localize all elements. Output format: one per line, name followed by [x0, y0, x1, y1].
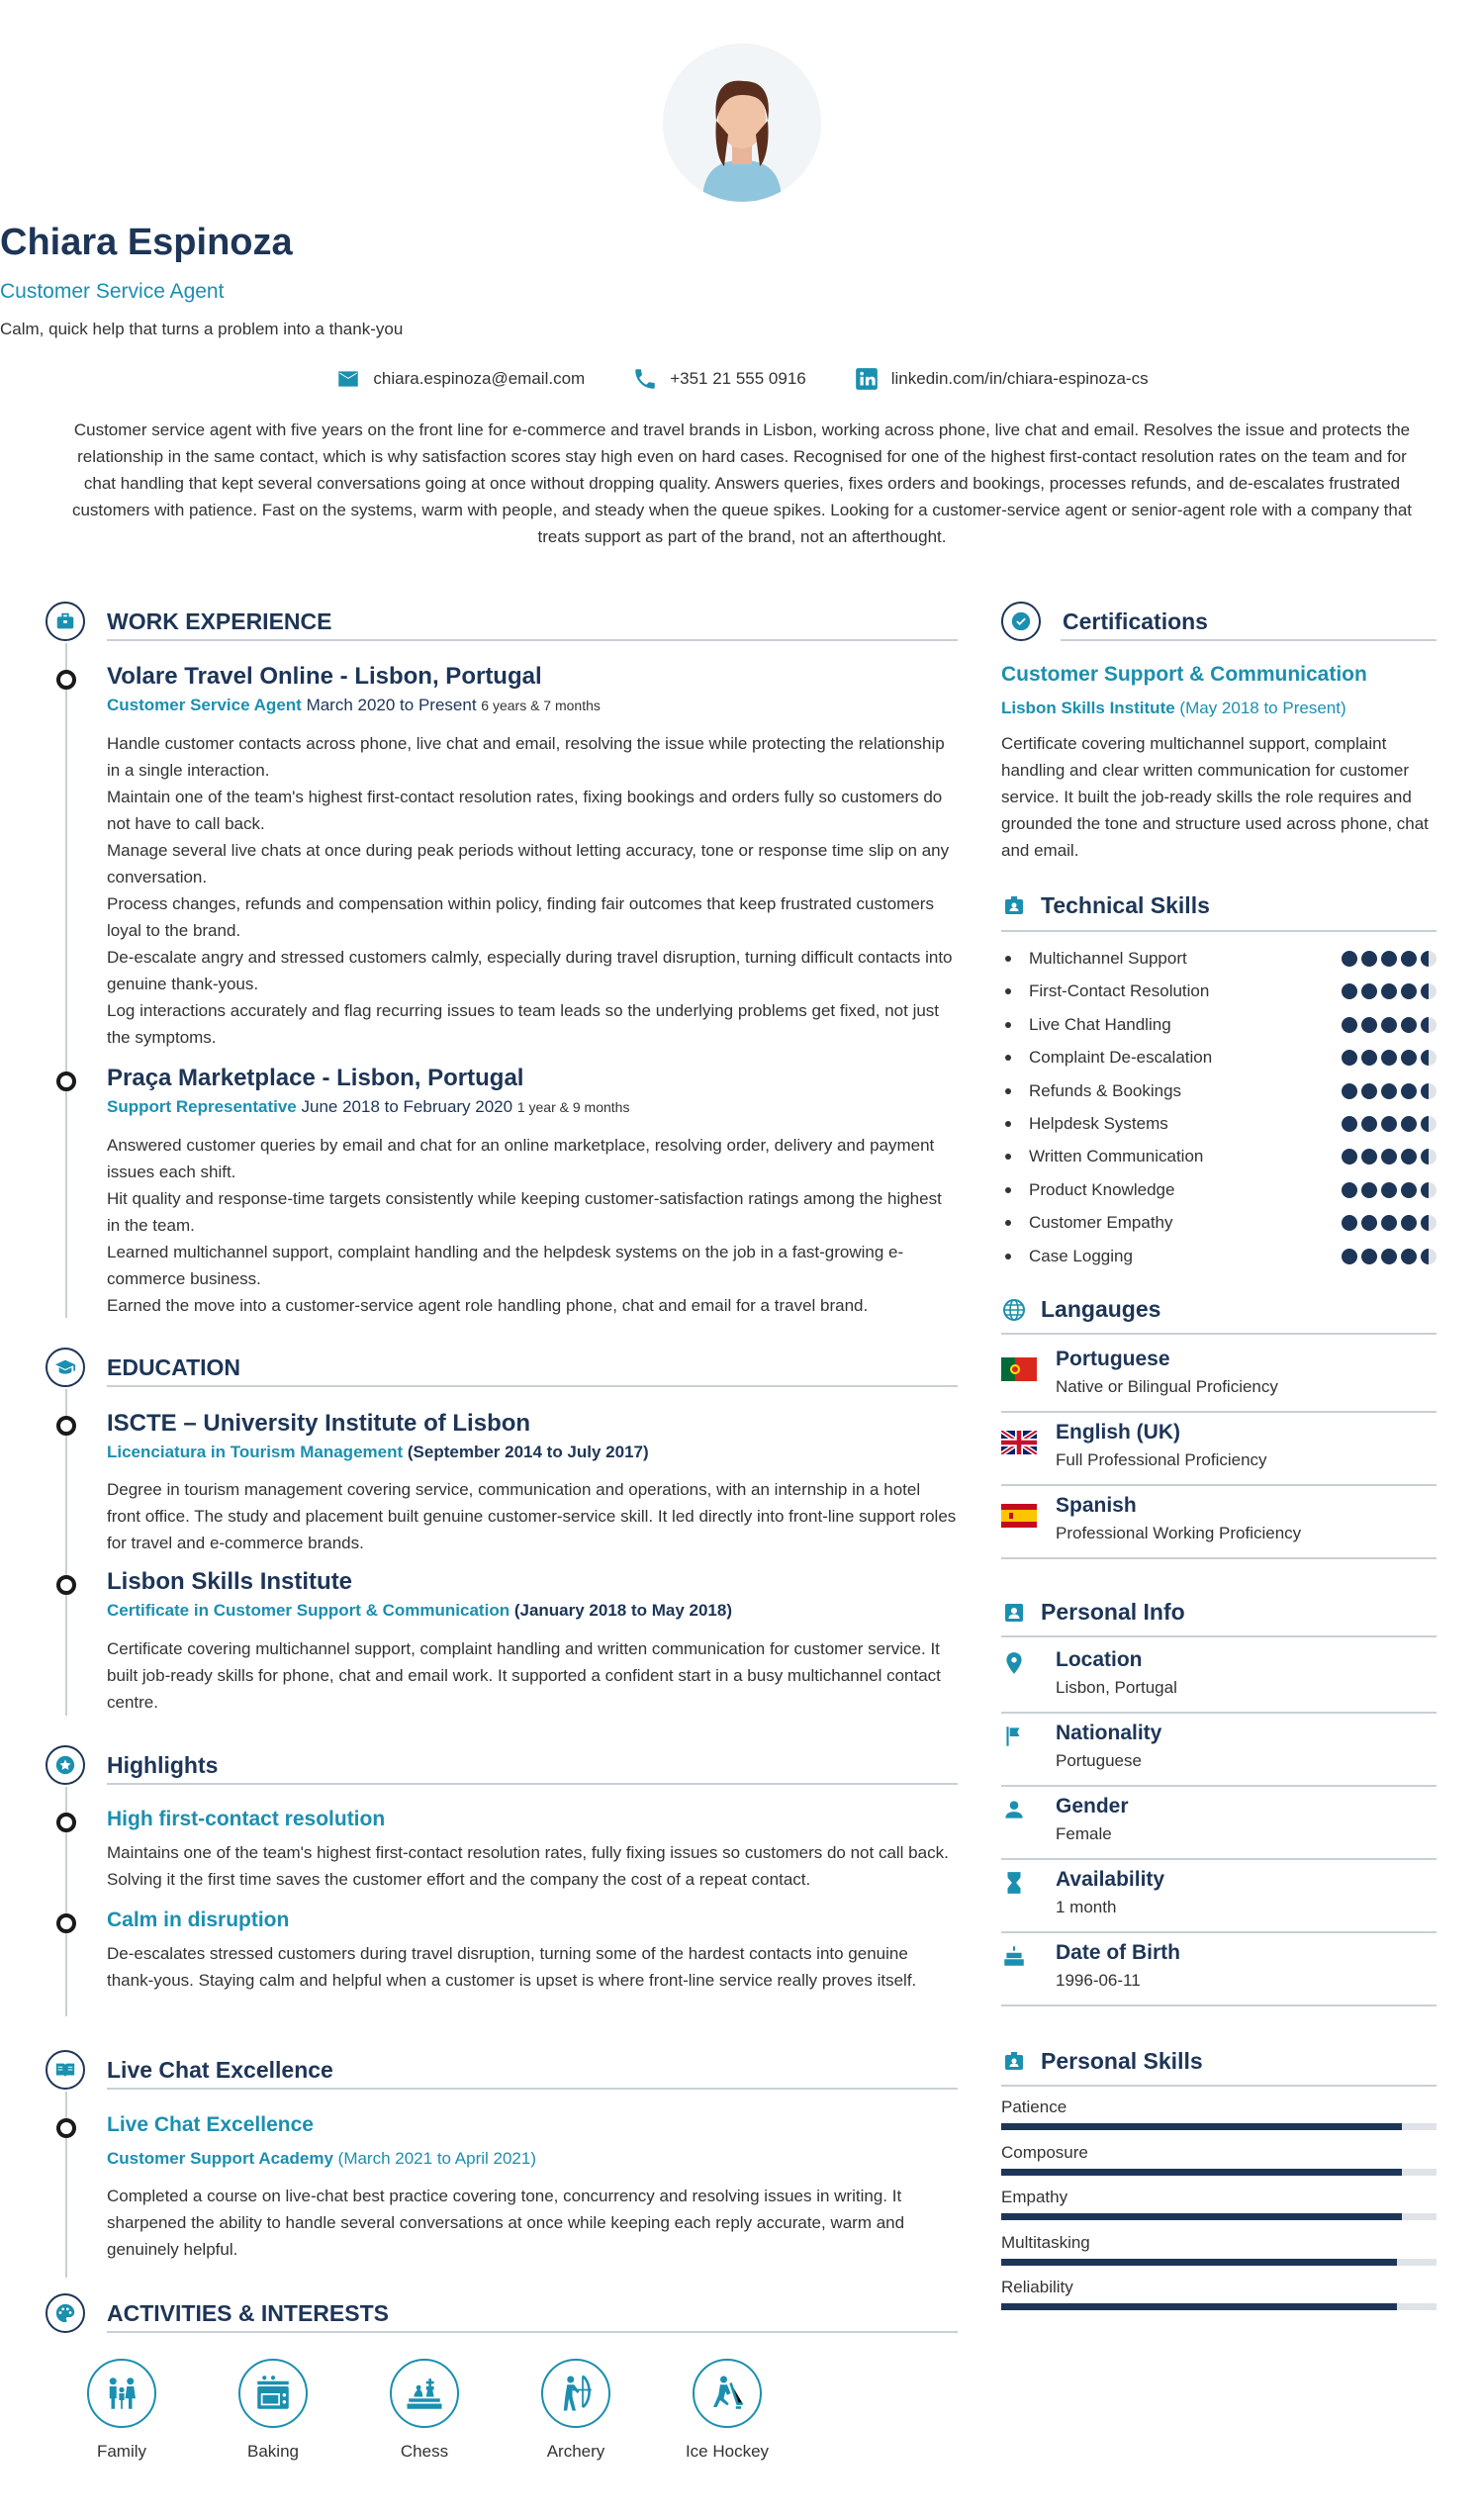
personal-skill-item [1001, 2188, 1437, 2220]
skill-name: Composure [1001, 2142, 1088, 2162]
certifications-header [1001, 602, 1208, 641]
certification-issuer: Lisbon Skills Institute [1001, 699, 1175, 717]
book-icon [46, 2050, 85, 2090]
course-title: Live Chat Excellence [107, 2113, 314, 2136]
graduation-cap-icon [46, 1348, 85, 1387]
bullet-point [1005, 956, 1011, 962]
section-divider [1001, 1333, 1437, 1335]
job-title: Customer Service Agent [0, 280, 225, 303]
section-divider [107, 639, 958, 641]
work-experience-header [46, 602, 331, 641]
skill-bar [1001, 2169, 1437, 2176]
rating-dot [1381, 1017, 1397, 1033]
rating-dot [1361, 1116, 1377, 1132]
skill-name: Multitasking [1001, 2232, 1090, 2252]
technical-skill-item [1001, 977, 1437, 1006]
rating-dot [1381, 1116, 1397, 1132]
section-divider [1001, 930, 1437, 932]
cake-icon [1001, 1943, 1027, 1969]
skill-name: Empathy [1001, 2188, 1068, 2206]
flag-icon [1001, 1724, 1027, 1749]
bullet-point [1005, 1088, 1011, 1094]
timeline-line [65, 1389, 67, 1716]
timeline-line [65, 643, 67, 1318]
bullet-point [1005, 988, 1011, 994]
job-position: Customer Service Agent [107, 696, 302, 714]
contact-bar [0, 366, 1484, 392]
candidate-name: Chiara Espinoza [0, 222, 293, 263]
rating-dot [1401, 1149, 1417, 1165]
section-title: Highlights [107, 1751, 219, 1778]
job-bullet: Answered customer queries by email and chat for an online marketplace, resolving order, delivery and payment issues each shift. [107, 1136, 935, 1181]
divider [1001, 1411, 1437, 1413]
skill-rating [1342, 1182, 1437, 1198]
section-title: Certifications [1063, 607, 1208, 634]
education-dates: (January 2018 to May 2018) [513, 1601, 732, 1620]
language-name: Spanish [1056, 1494, 1137, 1517]
job-bullet: Manage several live chats at once during peak periods without letting accuracy, tone or response time slip on any conversation. [107, 841, 950, 886]
rating-dot [1381, 951, 1397, 967]
interest-chess [370, 2359, 479, 2462]
rating-dot [1421, 1050, 1437, 1066]
timeline-dot [56, 1575, 76, 1595]
section-title: Live Chat Excellence [107, 2056, 333, 2083]
skill-name: Live Chat Handling [1029, 1014, 1171, 1034]
rating-dot [1361, 1249, 1377, 1264]
school-name: ISCTE – University Institute of Lisbon [107, 1410, 531, 1437]
job-bullet: Hit quality and response-time targets consistently while keeping customer-satisfaction ratings among the highest in the team. [107, 1189, 942, 1235]
info-key: Nationality [1056, 1722, 1162, 1744]
job-meta [107, 1097, 629, 1117]
rating-dot [1401, 983, 1417, 999]
rating-dot [1342, 983, 1357, 999]
section-divider [107, 2331, 958, 2333]
email-text: chiara.espinoza@email.com [373, 369, 586, 388]
skill-bar-fill [1001, 2303, 1397, 2310]
technical-skill-item [1001, 1142, 1437, 1171]
language-name: English (UK) [1056, 1421, 1180, 1444]
section-divider [1001, 2085, 1437, 2087]
info-key: Location [1056, 1648, 1143, 1671]
section-title: EDUCATION [107, 1353, 241, 1380]
rating-dot [1401, 1215, 1417, 1231]
job-dates: June 2018 to February 2020 [301, 1097, 513, 1116]
interest-archery [521, 2359, 630, 2462]
baking-icon [238, 2359, 308, 2428]
rating-dot [1342, 1083, 1357, 1099]
certificate-badge-icon [1001, 602, 1041, 641]
personal-skill-item [1001, 2233, 1437, 2266]
rating-dot [1342, 1050, 1357, 1066]
rating-dot [1361, 1050, 1377, 1066]
rating-dot [1342, 1017, 1357, 1033]
rating-dot [1401, 951, 1417, 967]
highlight-text: Maintains one of the team's highest first-contact resolution rates, fully fixing issues so customers do not call back. Solving it the first time saves the customer effort and the company the cost of a repeat contact. [107, 1843, 949, 1889]
ice-hockey-icon [693, 2359, 762, 2428]
job-bullet: Log interactions accurately and flag recurring issues to team leads so the underlying problems get fixed, not just the symptoms. [107, 1001, 940, 1047]
briefcase-icon [46, 602, 85, 641]
interest-label: Baking [247, 2442, 299, 2461]
info-value: 1 month [1056, 1898, 1117, 1916]
rating-dot [1361, 1149, 1377, 1165]
info-value: Portuguese [1056, 1751, 1142, 1770]
archery-icon [541, 2359, 610, 2428]
certification-name: Customer Support & Communication [1001, 663, 1367, 686]
skill-bar [1001, 2303, 1437, 2310]
info-key: Availability [1056, 1868, 1165, 1891]
skill-rating [1342, 983, 1437, 999]
course-header [46, 2050, 333, 2090]
job-position: Support Representative [107, 1097, 297, 1116]
rating-dot [1361, 951, 1377, 967]
person-icon [1001, 1797, 1027, 1822]
interest-family [67, 2359, 176, 2462]
rating-dot [1381, 1182, 1397, 1198]
skill-name: Reliability [1001, 2278, 1073, 2296]
job-bullet: Earned the move into a customer-service agent role handling phone, chat and email for a travel brand. [107, 1296, 869, 1315]
rating-dot [1401, 1182, 1417, 1198]
spain-flag-icon [1001, 1504, 1037, 1528]
skill-rating [1342, 1215, 1437, 1231]
languages-header [1001, 1296, 1160, 1323]
job-bullets [107, 1132, 958, 1319]
language-level: Professional Working Proficiency [1056, 1524, 1302, 1542]
rating-dot [1342, 1116, 1357, 1132]
divider [1001, 1931, 1437, 1933]
technical-skill-item [1001, 1175, 1437, 1205]
technical-skill-item [1001, 1043, 1437, 1072]
skill-rating [1342, 1017, 1437, 1033]
rating-dot [1342, 951, 1357, 967]
profile-photo [663, 44, 821, 202]
skill-bar-fill [1001, 2123, 1402, 2130]
portugal-flag-icon [1001, 1357, 1037, 1381]
divider [1001, 1712, 1437, 1714]
skill-rating [1342, 1116, 1437, 1132]
job-bullet: Learned multichannel support, complaint handling and the helpdesk systems on the job in a fast-growing e-commerce business. [107, 1243, 904, 1288]
interest-label: Archery [546, 2442, 605, 2461]
course-dates: (March 2021 to April 2021) [337, 2149, 536, 2168]
job-meta [107, 696, 601, 715]
job-company: Praça Marketplace - Lisbon, Portugal [107, 1065, 524, 1091]
language-level: Native or Bilingual Proficiency [1056, 1377, 1278, 1396]
skill-bar [1001, 2213, 1437, 2220]
personal-skills-header [1001, 2048, 1203, 2075]
section-title: Technical Skills [1041, 892, 1210, 918]
phone-text: +351 21 555 0916 [670, 369, 806, 388]
globe-icon [1001, 1297, 1027, 1323]
section-divider [1061, 639, 1437, 641]
job-company: Volare Travel Online - Lisbon, Portugal [107, 663, 542, 690]
rating-dot [1421, 1249, 1437, 1264]
rating-dot [1342, 1215, 1357, 1231]
technical-skill-item [1001, 1076, 1437, 1106]
skill-name: Helpdesk Systems [1029, 1114, 1168, 1133]
technical-skill-item [1001, 1010, 1437, 1040]
highlight-title: High first-contact resolution [107, 1808, 386, 1830]
id-badge-icon [1001, 893, 1027, 919]
degree: Licenciatura in Tourism Management [107, 1443, 404, 1461]
rating-dot [1342, 1182, 1357, 1198]
linkedin-text: linkedin.com/in/chiara-espinoza-cs [890, 369, 1149, 388]
rating-dot [1381, 1215, 1397, 1231]
skill-name: Product Knowledge [1029, 1179, 1175, 1199]
bullet-point [1005, 1055, 1011, 1061]
job-bullet: Maintain one of the team's highest first-contact resolution rates, fixing bookings and orders fully so customers do not have to call back. [107, 788, 943, 833]
job-duration: 1 year & 9 months [516, 1099, 630, 1115]
interest-label: Ice Hockey [685, 2442, 770, 2461]
section-divider [1001, 1635, 1437, 1637]
education-header [46, 1348, 240, 1387]
rating-dot [1381, 1149, 1397, 1165]
skill-rating [1342, 951, 1437, 967]
rating-dot [1361, 983, 1377, 999]
section-divider [107, 1385, 958, 1387]
skill-rating [1342, 1249, 1437, 1264]
info-key: Date of Birth [1056, 1941, 1180, 1964]
tagline: Calm, quick help that turns a problem into a thank-you [0, 320, 404, 338]
skill-bar [1001, 2123, 1437, 2130]
timeline-dot [56, 1072, 76, 1091]
job-bullets [107, 730, 958, 1051]
interest-label: Chess [400, 2442, 449, 2461]
skill-bar-fill [1001, 2213, 1402, 2220]
course-provider: Customer Support Academy [107, 2149, 333, 2168]
personal-skill-item [1001, 2098, 1437, 2130]
rating-dot [1381, 1083, 1397, 1099]
highlight-title: Calm in disruption [107, 1909, 290, 1931]
linkedin-contact[interactable] [854, 366, 1149, 392]
rating-dot [1421, 1215, 1437, 1231]
rating-dot [1421, 951, 1437, 967]
rating-dot [1342, 1149, 1357, 1165]
technical-skill-item [1001, 1109, 1437, 1139]
email-contact[interactable] [335, 366, 585, 392]
phone-icon [632, 366, 658, 392]
skill-name: Written Communication [1029, 1147, 1204, 1166]
hourglass-icon [1001, 1870, 1027, 1896]
rating-dot [1401, 1116, 1417, 1132]
uk-flag-icon [1001, 1431, 1037, 1454]
section-divider [107, 1783, 958, 1785]
star-badge-icon [46, 1745, 85, 1785]
skill-name: Case Logging [1029, 1246, 1133, 1265]
section-title: ACTIVITIES & INTERESTS [107, 2299, 389, 2326]
rating-dot [1401, 1083, 1417, 1099]
education-description: Certificate covering multichannel support, complaint handling and written communication for customer service. It built job-ready skills for phone, chat and email work. It supported a confident start in a busy multichannel contact centre. [107, 1639, 941, 1712]
bullet-point [1005, 1121, 1011, 1127]
phone-contact[interactable] [632, 366, 806, 392]
course-meta [107, 2149, 536, 2169]
info-value: Lisbon, Portugal [1056, 1678, 1177, 1697]
bullet-point [1005, 1154, 1011, 1160]
section-divider [107, 2088, 958, 2090]
interest-ice-hockey [673, 2359, 782, 2462]
id-badge-icon [1001, 2049, 1027, 2075]
location-pin-icon [1001, 1650, 1027, 1676]
rating-dot [1421, 1116, 1437, 1132]
personal-skill-item [1001, 2278, 1437, 2310]
divider [1001, 1484, 1437, 1486]
rating-dot [1421, 1149, 1437, 1165]
rating-dot [1401, 1249, 1417, 1264]
timeline-dot [56, 2118, 76, 2138]
skill-bar-fill [1001, 2169, 1402, 2176]
rating-dot [1361, 1215, 1377, 1231]
technical-skill-item [1001, 1208, 1437, 1238]
language-level: Full Professional Proficiency [1056, 1450, 1267, 1469]
rating-dot [1361, 1083, 1377, 1099]
rating-dot [1421, 1182, 1437, 1198]
school-name: Lisbon Skills Institute [107, 1568, 353, 1595]
family-icon [87, 2359, 156, 2428]
certification-meta [1001, 699, 1346, 718]
personal-skill-item [1001, 2143, 1437, 2176]
rating-dot [1421, 1083, 1437, 1099]
skill-bar-fill [1001, 2259, 1397, 2266]
rating-dot [1381, 983, 1397, 999]
info-value: 1996-06-11 [1056, 1971, 1141, 1990]
job-bullet: Process changes, refunds and compensation within policy, finding fair outcomes that keep frustrated customers loyal to the brand. [107, 894, 934, 940]
technical-skill-item [1001, 1242, 1437, 1271]
section-title: WORK EXPERIENCE [107, 607, 332, 634]
technical-skill-item [1001, 944, 1437, 974]
timeline-dot [56, 1416, 76, 1436]
chess-icon [390, 2359, 459, 2428]
language-name: Portuguese [1056, 1348, 1170, 1370]
highlight-text: De-escalates stressed customers during travel disruption, turning some of the hardest contacts into genuine thank-yous. Staying calm and helpful when a customer is upset is where front-line service really proves itself. [107, 1944, 917, 1990]
highlights-header [46, 1745, 218, 1785]
skill-rating [1342, 1083, 1437, 1099]
personal-info-header [1001, 1599, 1185, 1626]
rating-dot [1421, 983, 1437, 999]
skill-rating [1342, 1050, 1437, 1066]
palette-icon [46, 2293, 85, 2333]
linkedin-icon [854, 366, 880, 392]
degree: Certificate in Customer Support & Communication [107, 1601, 510, 1620]
skill-bar [1001, 2259, 1437, 2266]
education-meta [107, 1443, 649, 1462]
job-duration: 6 years & 7 months [481, 698, 601, 713]
job-bullet: De-escalate angry and stressed customers calmly, especially during travel disruption, turning difficult contacts into genuine thank-yous. [107, 948, 953, 993]
timeline-dot [56, 1913, 76, 1933]
divider [1001, 2004, 1437, 2006]
rating-dot [1421, 1017, 1437, 1033]
email-icon [335, 366, 361, 392]
skill-name: Refunds & Bookings [1029, 1080, 1182, 1100]
job-dates: March 2020 to Present [306, 696, 477, 714]
section-title: Langauges [1041, 1296, 1161, 1322]
job-bullet: Handle customer contacts across phone, live chat and email, resolving the issue while protecting the relationship in a single interaction. [107, 734, 945, 780]
info-key: Gender [1056, 1795, 1129, 1818]
rating-dot [1401, 1050, 1417, 1066]
education-dates: (September 2014 to July 2017) [407, 1443, 649, 1461]
divider [1001, 1785, 1437, 1787]
education-description: Degree in tourism management covering service, communication and operations, with an internship in a hotel front office. The study and placement built genuine customer-service skill. It led directly into front-line support roles for travel and e-commerce brands. [107, 1480, 957, 1552]
bullet-point [1005, 1254, 1011, 1259]
bullet-point [1005, 1220, 1011, 1226]
education-meta [107, 1601, 732, 1621]
rating-dot [1361, 1017, 1377, 1033]
divider [1001, 1858, 1437, 1860]
profile-summary: Customer service agent with five years on the front line for e-commerce and travel brands in Lisbon, working across phone, live chat and email. Resolves the issue and protects the relationship in the same contact, which is why satisfaction scores stay high even on hard cases. Recognised for one of the highest first-contact resolution rates on the team and for chat handling that kept several conversations going at once without dropping quality. Answers queries, fixes orders and bookings, processes refunds, and de-escalates frustrated customers with patience. Fast on the systems, warm with people, and steady when the queue spikes. Looking for a customer-service agent or senior-agent role with a company that treats support as part of the brand, not an afterthought. [71, 420, 1413, 546]
section-title: Personal Info [1041, 1599, 1185, 1625]
interest-label: Family [96, 2442, 147, 2461]
timeline-dot [56, 670, 76, 690]
info-value: Female [1056, 1824, 1112, 1843]
timeline-dot [56, 1813, 76, 1832]
rating-dot [1342, 1249, 1357, 1264]
course-description: Completed a course on live-chat best practice covering tone, concurrency and resolving issues in writing. It sharpened the ability to handle several conversations at once while keeping each reply accurate, warm and genuinely helpful. [107, 2187, 905, 2259]
divider [1001, 1557, 1437, 1559]
interests-header [46, 2293, 389, 2333]
interest-baking [219, 2359, 327, 2462]
skill-name: Customer Empathy [1029, 1213, 1173, 1233]
certification-description: Certificate covering multichannel support, complaint handling and clear written communication for customer service. It built the job-ready skills the role requires and grounded the tone and structure used across phone, chat and email. [1001, 734, 1429, 860]
technical-skills-header [1001, 892, 1210, 919]
contact-card-icon [1001, 1600, 1027, 1626]
rating-dot [1401, 1017, 1417, 1033]
skill-rating [1342, 1149, 1437, 1165]
rating-dot [1361, 1182, 1377, 1198]
rating-dot [1381, 1050, 1397, 1066]
certification-dates: (May 2018 to Present) [1179, 699, 1346, 717]
section-title: Personal Skills [1041, 2048, 1203, 2074]
bullet-point [1005, 1187, 1011, 1193]
skill-name: Multichannel Support [1029, 949, 1187, 968]
skill-name: First-Contact Resolution [1029, 981, 1210, 1001]
bullet-point [1005, 1022, 1011, 1028]
rating-dot [1381, 1249, 1397, 1264]
skill-name: Patience [1001, 2098, 1067, 2116]
skill-name: Complaint De-escalation [1029, 1048, 1213, 1068]
